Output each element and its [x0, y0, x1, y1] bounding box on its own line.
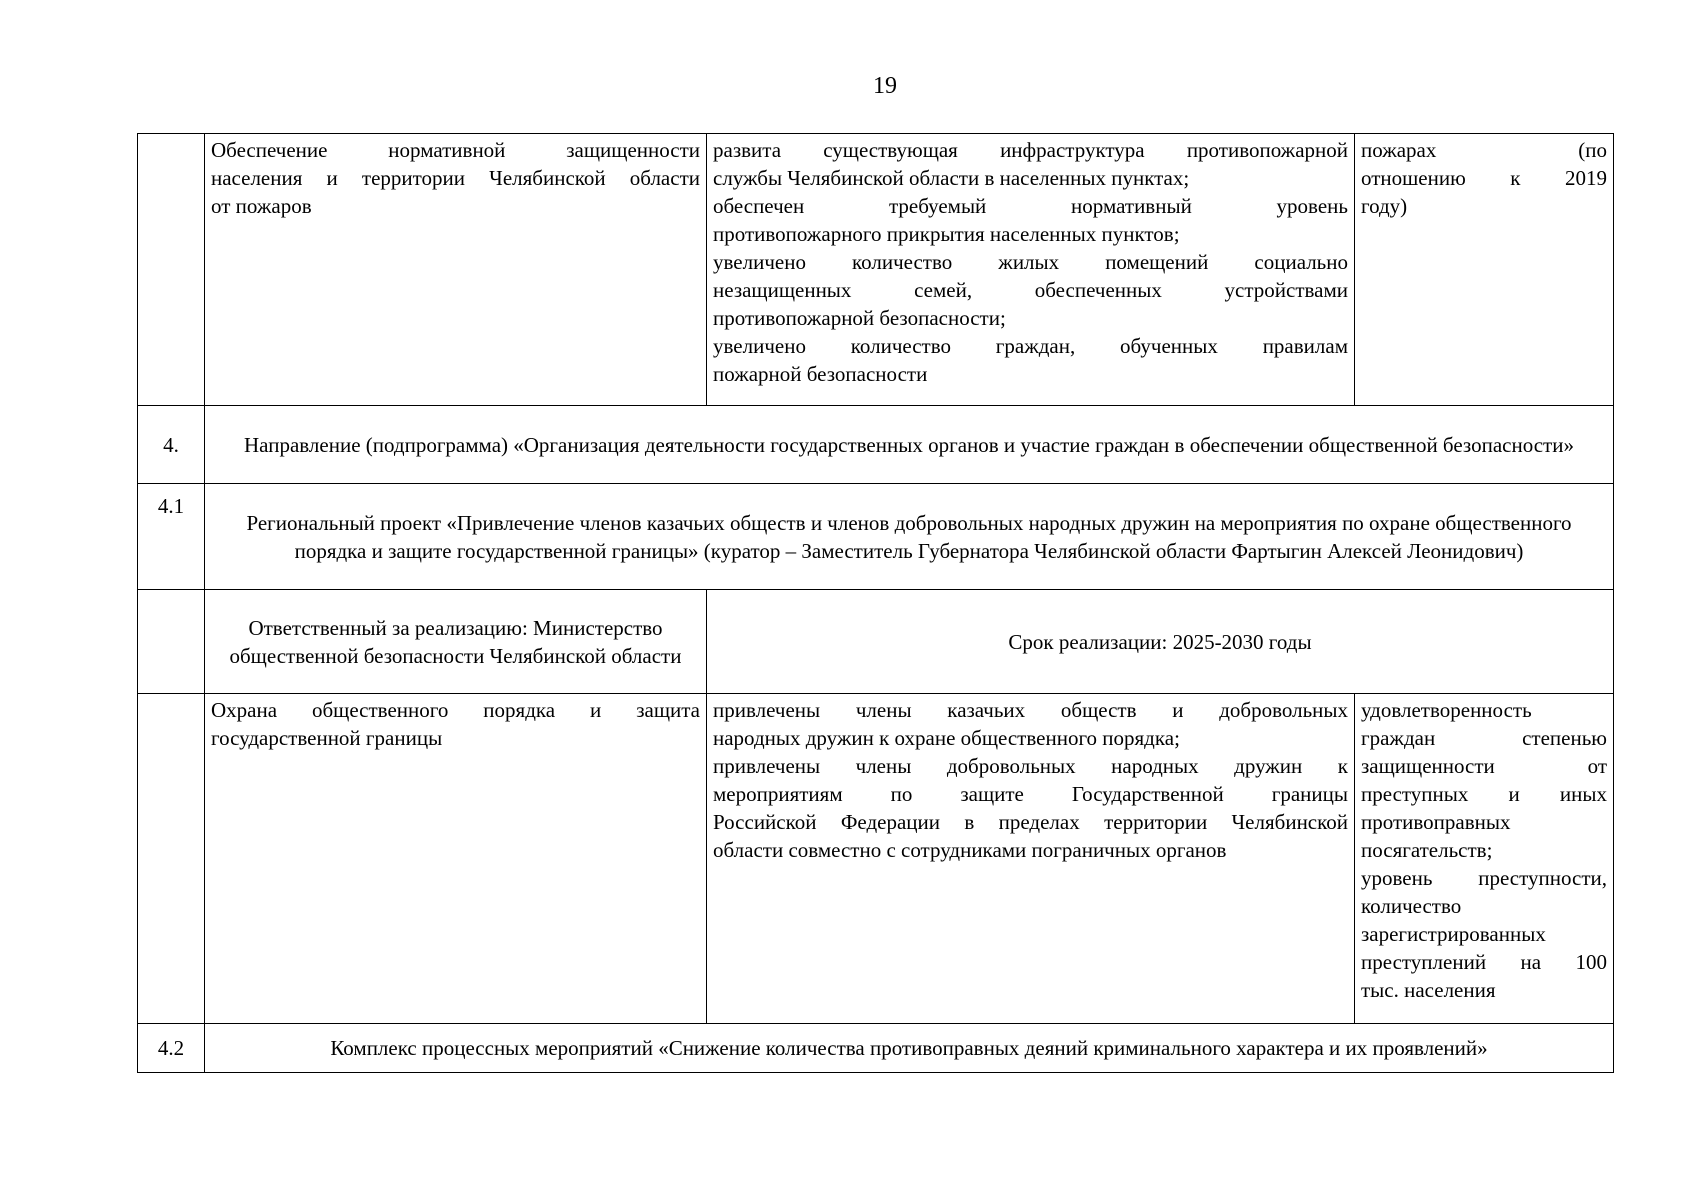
section-number: 4.1: [138, 484, 205, 590]
text-line: увеличено количество граждан, обученных правилам: [713, 334, 1348, 358]
text-line: уровень преступности,: [1361, 866, 1607, 890]
text-line: увеличено количество жилых помещений социально: [713, 250, 1348, 274]
text-line: посягательств;: [1361, 838, 1493, 862]
page-number: 19: [873, 73, 897, 99]
text-line: обеспечен требуемый нормативный уровень: [713, 194, 1348, 218]
text-line: количество: [1361, 894, 1462, 918]
task-cell: [205, 134, 707, 406]
text-line: противоправных: [1361, 810, 1511, 834]
text-line: привлечены члены добровольных народных дружин к: [713, 754, 1348, 778]
text-line: Обеспечение нормативной защищенности: [211, 138, 700, 162]
text-line: мероприятиям по защите Государственной границы: [713, 782, 1348, 806]
text-line: тыс. населения: [1361, 978, 1496, 1002]
text-line: Охрана общественного порядка и защита: [211, 698, 700, 722]
section-title: Комплекс процессных мероприятий «Снижение количества противоправных деяний криминального характера и их проявлений»: [205, 1024, 1614, 1073]
section-row: [138, 1024, 1614, 1073]
effects-cell: [707, 694, 1355, 1024]
text-line: противопожарного прикрытия населенных пунктов;: [713, 222, 1180, 246]
text-line: граждан степенью: [1361, 726, 1607, 750]
text-line: службы Челябинской области в населенных пунктах;: [713, 166, 1190, 190]
section-number: 4.: [138, 406, 205, 484]
row-number-cell: [138, 694, 205, 1024]
text-line: незащищенных семей, обеспеченных устройствами: [713, 278, 1348, 302]
text-line: Российской Федерации в пределах территории Челябинской: [713, 810, 1348, 834]
text-line: противопожарной безопасности;: [713, 306, 1006, 330]
term-cell: Срок реализации: 2025-2030 годы: [707, 590, 1614, 694]
responsibility-row: [138, 590, 1614, 694]
text-line: удовлетворенность: [1361, 698, 1532, 722]
text-line: государственной границы: [211, 726, 443, 750]
program-table: [137, 133, 1614, 1073]
text-line: развита существующая инфраструктура противопожарной: [713, 138, 1348, 162]
text-line: области совместно с сотрудниками пограничных органов: [713, 838, 1227, 862]
section-row: [138, 484, 1614, 590]
responsible-cell: Ответственный за реализацию: Министерство общественной безопасности Челябинской области: [205, 590, 707, 694]
text-line: преступлений на 100: [1361, 950, 1607, 974]
text-line: году): [1361, 194, 1408, 218]
section-title: Направление (подпрограмма) «Организация деятельности государственных органов и участие граждан в обеспечении общественной безопасности»: [205, 406, 1614, 484]
text-line: преступных и иных: [1361, 782, 1607, 806]
section-title: Региональный проект «Привлечение членов казачьих обществ и членов добровольных народных дружин на мероприятия по охране общественного порядка и защите государственной границы» (куратор – Заместитель Губернатора Челябинской области Фартыгин Алексей Леонидович): [205, 484, 1614, 590]
table-row: [138, 134, 1614, 406]
section-row: [138, 406, 1614, 484]
task-cell: [205, 694, 707, 1024]
text-line: от пожаров: [211, 194, 312, 218]
text-line: народных дружин к охране общественного порядка;: [713, 726, 1180, 750]
text-line: защищенности от: [1361, 754, 1607, 778]
section-number: 4.2: [138, 1024, 205, 1073]
text-line: привлечены члены казачьих обществ и добровольных: [713, 698, 1348, 722]
text-line: отношению к 2019: [1361, 166, 1607, 190]
empty-cell: [138, 590, 205, 694]
indicators-cell: [1355, 134, 1614, 406]
text-line: зарегистрированных: [1361, 922, 1546, 946]
text-line: населения и территории Челябинской области: [211, 166, 700, 190]
effects-cell: [707, 134, 1355, 406]
text-line: пожарной безопасности: [713, 362, 928, 386]
indicators-cell: [1355, 694, 1614, 1024]
row-number-cell: [138, 134, 205, 406]
table-row: [138, 694, 1614, 1024]
text-line: пожарах (по: [1361, 138, 1607, 162]
